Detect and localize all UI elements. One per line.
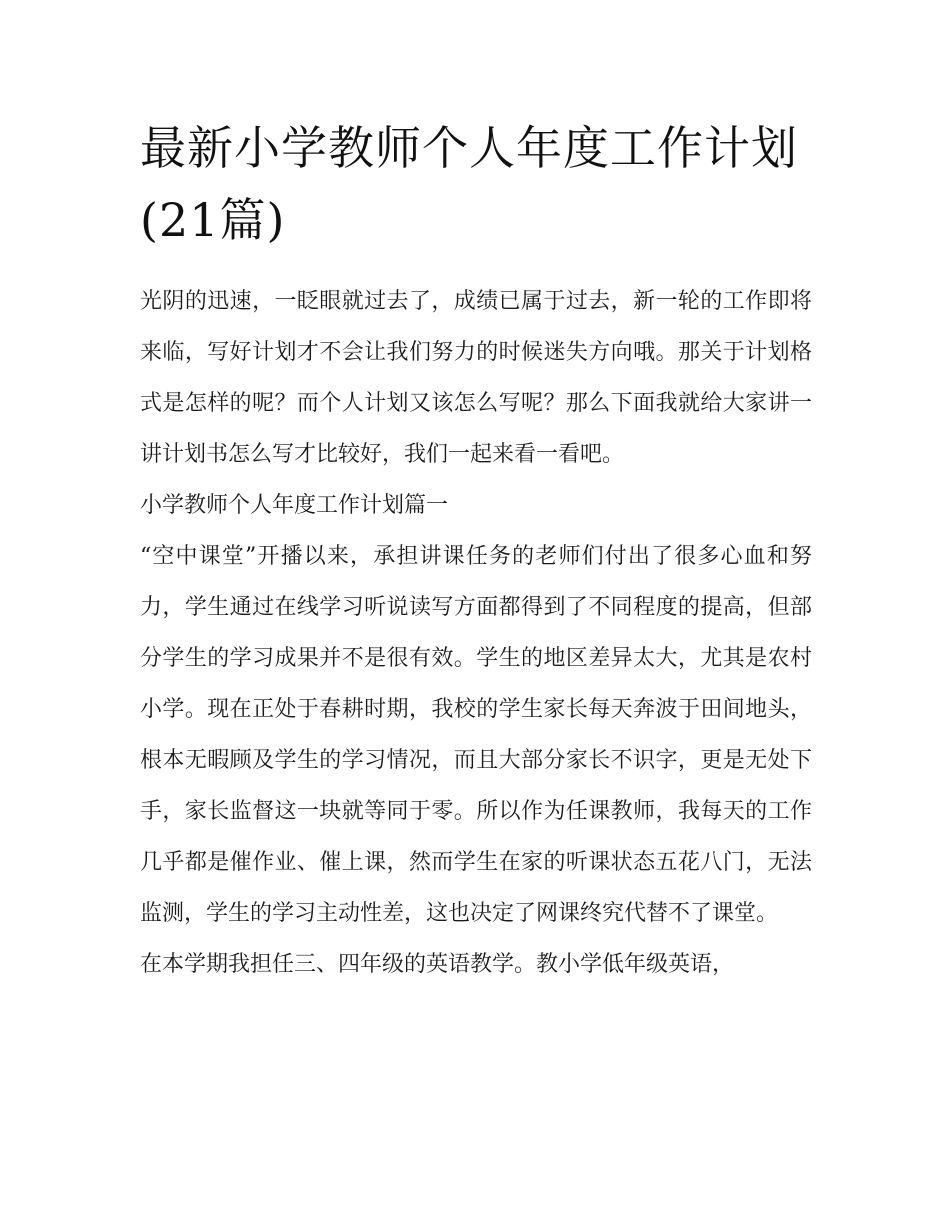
section-heading: 小学教师个人年度工作计划篇一 [140, 493, 449, 518]
body-paragraph-2: 在本学期我担任三、四年级的英语教学。教小学低年级英语， [140, 952, 735, 977]
intro-paragraph: 光阴的迅速，一眨眼就过去了，成绩已属于过去，新一轮的工作即将来临，写好计划才不会让我们努力的时候迷失方向哦。那关于计划格式是怎样的呢？而个人计划又该怎么写呢？那么下面我就给大家讲一讲计划书怎么写才比较好，我们一起来看一看吧。 [140, 289, 812, 467]
document-title: 最新小学教师个人年度工作计划(21篇) [140, 121, 798, 247]
document-page [140, 112, 812, 990]
body-paragraph-1: “空中课堂”开播以来，承担讲课任务的老师们付出了很多心血和努力，学生通过在线学习听说读写方面都得到了不同程度的提高，但部分学生的学习成果并不是很有效。学生的地区差异太大，尤其是农村小学。现在正处于春耕时期，我校的学生家长每天奔波于田间地头，根本无暇顾及学生的学习情况，而且大部分家长不识字，更是无处下手，家长监督这一块就等同于零。所以作为任课教师，我每天的工作几乎都是催作业、催上课，然而学生在家的听课状态五花八门，无法监测，学生的学习主动性差，这也决定了网课终究代替不了课堂。 [140, 544, 812, 926]
